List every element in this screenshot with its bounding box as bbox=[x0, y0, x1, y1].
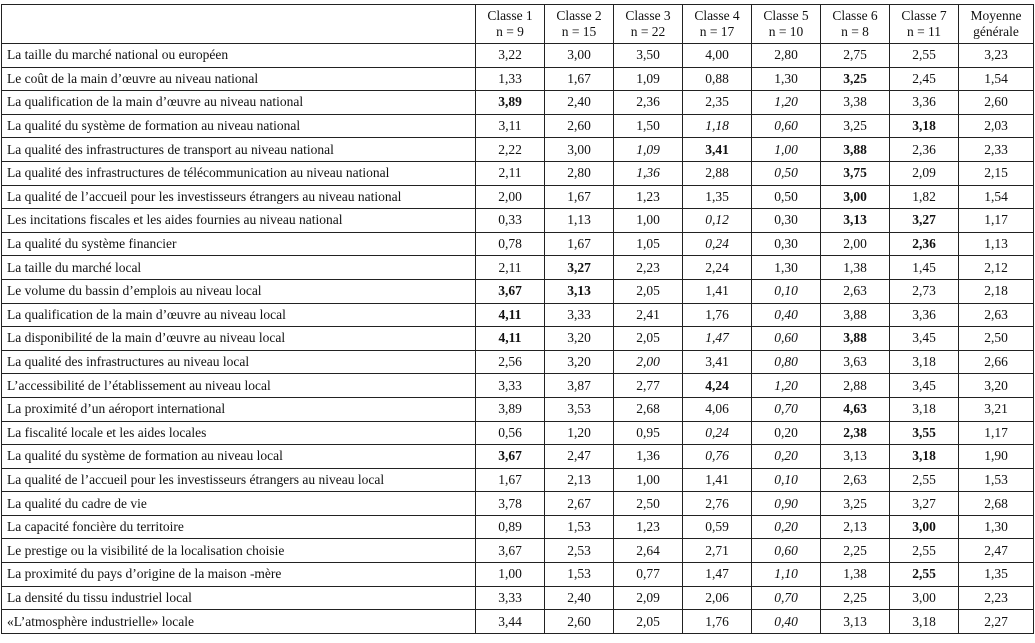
mean-value-cell: 2,15 bbox=[959, 161, 1034, 185]
class-value-cell: 1,20 bbox=[545, 421, 614, 445]
class-value-cell: 1,38 bbox=[821, 256, 890, 280]
class-value-cell: 3,89 bbox=[476, 91, 545, 115]
mean-value-cell: 1,54 bbox=[959, 67, 1034, 91]
class-value-cell: 3,20 bbox=[545, 327, 614, 351]
class-value-cell: 3,00 bbox=[821, 185, 890, 209]
class-value-cell: 3,13 bbox=[821, 610, 890, 634]
class-value-cell: 2,55 bbox=[890, 468, 959, 492]
header-cell-classe-3: Classe 3 n = 22 bbox=[614, 5, 683, 44]
table-row bbox=[2, 515, 1034, 539]
class-value-cell: 4,11 bbox=[476, 327, 545, 351]
class-value-cell: 3,00 bbox=[545, 44, 614, 68]
row-label: La taille du marché national ou européen bbox=[2, 44, 476, 68]
class-value-cell: 0,20 bbox=[752, 421, 821, 445]
mean-value-cell: 2,33 bbox=[959, 138, 1034, 162]
classes-mean-table bbox=[1, 4, 1034, 634]
class-value-cell: 0,50 bbox=[752, 161, 821, 185]
class-value-cell: 2,00 bbox=[614, 350, 683, 374]
class-value-cell: 1,36 bbox=[614, 445, 683, 469]
class-value-cell: 3,27 bbox=[545, 256, 614, 280]
class-value-cell: 0,40 bbox=[752, 610, 821, 634]
class-value-cell: 2,55 bbox=[890, 539, 959, 563]
row-label: La qualité du cadre de vie bbox=[2, 492, 476, 516]
row-label: La proximité du pays d’origine de la maison -mère bbox=[2, 563, 476, 587]
class-value-cell: 1,67 bbox=[545, 185, 614, 209]
class-value-cell: 3,41 bbox=[683, 350, 752, 374]
row-label: La proximité d’un aéroport international bbox=[2, 397, 476, 421]
class-value-cell: 2,67 bbox=[545, 492, 614, 516]
mean-value-cell: 2,50 bbox=[959, 327, 1034, 351]
class-value-cell: 3,63 bbox=[821, 350, 890, 374]
class-value-cell: 3,25 bbox=[821, 114, 890, 138]
class-value-cell: 0,60 bbox=[752, 327, 821, 351]
class-value-cell: 2,88 bbox=[821, 374, 890, 398]
class-value-cell: 2,60 bbox=[545, 114, 614, 138]
class-value-cell: 1,47 bbox=[683, 563, 752, 587]
row-label: La fiscalité locale et les aides locales bbox=[2, 421, 476, 445]
class-value-cell: 2,55 bbox=[890, 44, 959, 68]
row-label: La qualité des infrastructures de télécommunication au niveau national bbox=[2, 161, 476, 185]
class-value-cell: 3,00 bbox=[890, 515, 959, 539]
class-value-cell: 1,36 bbox=[614, 161, 683, 185]
class-value-cell: 3,67 bbox=[476, 539, 545, 563]
table-row bbox=[2, 185, 1034, 209]
header-cell-criterion bbox=[2, 5, 476, 44]
class-value-cell: 2,64 bbox=[614, 539, 683, 563]
class-value-cell: 3,18 bbox=[890, 350, 959, 374]
class-value-cell: 2,24 bbox=[683, 256, 752, 280]
row-label: La qualité du système financier bbox=[2, 232, 476, 256]
class-value-cell: 1,23 bbox=[614, 185, 683, 209]
row-label: La qualification de la main d’œuvre au niveau local bbox=[2, 303, 476, 327]
table-row bbox=[2, 256, 1034, 280]
class-value-cell: 1,67 bbox=[545, 232, 614, 256]
class-value-cell: 2,77 bbox=[614, 374, 683, 398]
class-value-cell: 3,88 bbox=[821, 303, 890, 327]
class-value-cell: 1,76 bbox=[683, 610, 752, 634]
table-row bbox=[2, 563, 1034, 587]
class-value-cell: 0,76 bbox=[683, 445, 752, 469]
class-value-cell: 2,09 bbox=[614, 586, 683, 610]
table-row bbox=[2, 303, 1034, 327]
table-row bbox=[2, 161, 1034, 185]
class-value-cell: 1,53 bbox=[545, 515, 614, 539]
class-value-cell: 2,23 bbox=[614, 256, 683, 280]
class-value-cell: 0,90 bbox=[752, 492, 821, 516]
class-value-cell: 0,24 bbox=[683, 232, 752, 256]
class-value-cell: 2,56 bbox=[476, 350, 545, 374]
class-value-cell: 3,33 bbox=[476, 374, 545, 398]
class-value-cell: 1,47 bbox=[683, 327, 752, 351]
mean-value-cell: 2,47 bbox=[959, 539, 1034, 563]
table-row bbox=[2, 67, 1034, 91]
class-value-cell: 0,40 bbox=[752, 303, 821, 327]
mean-value-cell: 2,63 bbox=[959, 303, 1034, 327]
mean-value-cell: 3,21 bbox=[959, 397, 1034, 421]
class-value-cell: 0,78 bbox=[476, 232, 545, 256]
class-value-cell: 2,36 bbox=[890, 232, 959, 256]
class-value-cell: 1,50 bbox=[614, 114, 683, 138]
class-value-cell: 3,13 bbox=[821, 445, 890, 469]
table-row bbox=[2, 610, 1034, 634]
class-value-cell: 4,06 bbox=[683, 397, 752, 421]
class-value-cell: 2,06 bbox=[683, 586, 752, 610]
class-value-cell: 1,20 bbox=[752, 374, 821, 398]
class-value-cell: 3,45 bbox=[890, 374, 959, 398]
mean-value-cell: 2,03 bbox=[959, 114, 1034, 138]
class-value-cell: 1,41 bbox=[683, 279, 752, 303]
class-value-cell: 1,76 bbox=[683, 303, 752, 327]
class-value-cell: 2,63 bbox=[821, 468, 890, 492]
mean-value-cell: 2,27 bbox=[959, 610, 1034, 634]
class-value-cell: 2,09 bbox=[890, 161, 959, 185]
table-row bbox=[2, 209, 1034, 233]
class-value-cell: 4,11 bbox=[476, 303, 545, 327]
class-value-cell: 0,30 bbox=[752, 209, 821, 233]
class-value-cell: 0,77 bbox=[614, 563, 683, 587]
table-row bbox=[2, 421, 1034, 445]
class-value-cell: 0,70 bbox=[752, 397, 821, 421]
class-value-cell: 1,67 bbox=[476, 468, 545, 492]
class-value-cell: 0,88 bbox=[683, 67, 752, 91]
class-value-cell: 3,88 bbox=[821, 327, 890, 351]
class-value-cell: 3,89 bbox=[476, 397, 545, 421]
class-value-cell: 2,80 bbox=[545, 161, 614, 185]
class-value-cell: 2,80 bbox=[752, 44, 821, 68]
class-value-cell: 0,95 bbox=[614, 421, 683, 445]
class-value-cell: 2,36 bbox=[614, 91, 683, 115]
class-value-cell: 0,80 bbox=[752, 350, 821, 374]
table-row bbox=[2, 350, 1034, 374]
header-cell-classe-7: Classe 7 n = 11 bbox=[890, 5, 959, 44]
class-value-cell: 3,27 bbox=[890, 492, 959, 516]
class-value-cell: 3,78 bbox=[476, 492, 545, 516]
class-value-cell: 0,10 bbox=[752, 279, 821, 303]
class-value-cell: 3,18 bbox=[890, 445, 959, 469]
class-value-cell: 3,18 bbox=[890, 397, 959, 421]
header-cell-classe-4: Classe 4 n = 17 bbox=[683, 5, 752, 44]
table-row bbox=[2, 397, 1034, 421]
class-value-cell: 2,45 bbox=[890, 67, 959, 91]
class-value-cell: 3,18 bbox=[890, 610, 959, 634]
header-cell-moyenne: Moyenne générale bbox=[959, 5, 1034, 44]
class-value-cell: 0,89 bbox=[476, 515, 545, 539]
class-value-cell: 0,30 bbox=[752, 232, 821, 256]
class-value-cell: 3,13 bbox=[545, 279, 614, 303]
mean-value-cell: 1,17 bbox=[959, 209, 1034, 233]
class-value-cell: 1,05 bbox=[614, 232, 683, 256]
class-value-cell: 3,27 bbox=[890, 209, 959, 233]
class-value-cell: 1,10 bbox=[752, 563, 821, 587]
class-value-cell: 3,45 bbox=[890, 327, 959, 351]
class-value-cell: 3,36 bbox=[890, 91, 959, 115]
class-value-cell: 3,13 bbox=[821, 209, 890, 233]
class-value-cell: 3,55 bbox=[890, 421, 959, 445]
row-label: La taille du marché local bbox=[2, 256, 476, 280]
header-cell-classe-1: Classe 1 n = 9 bbox=[476, 5, 545, 44]
class-value-cell: 3,67 bbox=[476, 279, 545, 303]
table-row bbox=[2, 586, 1034, 610]
class-value-cell: 1,00 bbox=[614, 468, 683, 492]
class-value-cell: 4,24 bbox=[683, 374, 752, 398]
class-value-cell: 2,53 bbox=[545, 539, 614, 563]
row-label: La qualité du système de formation au niveau local bbox=[2, 445, 476, 469]
mean-value-cell: 1,35 bbox=[959, 563, 1034, 587]
class-value-cell: 3,00 bbox=[545, 138, 614, 162]
class-value-cell: 1,30 bbox=[752, 256, 821, 280]
class-value-cell: 3,38 bbox=[821, 91, 890, 115]
class-value-cell: 2,41 bbox=[614, 303, 683, 327]
class-value-cell: 3,87 bbox=[545, 374, 614, 398]
class-value-cell: 2,13 bbox=[821, 515, 890, 539]
header-cell-classe-6: Classe 6 n = 8 bbox=[821, 5, 890, 44]
class-value-cell: 3,00 bbox=[890, 586, 959, 610]
row-label: La qualification de la main d’œuvre au niveau national bbox=[2, 91, 476, 115]
row-label: L’accessibilité de l’établissement au niveau local bbox=[2, 374, 476, 398]
class-value-cell: 4,63 bbox=[821, 397, 890, 421]
class-value-cell: 1,38 bbox=[821, 563, 890, 587]
row-label: Les incitations fiscales et les aides fournies au niveau national bbox=[2, 209, 476, 233]
row-label: La qualité de l’accueil pour les investisseurs étrangers au niveau local bbox=[2, 468, 476, 492]
table-row bbox=[2, 492, 1034, 516]
class-value-cell: 3,11 bbox=[476, 114, 545, 138]
class-value-cell: 1,20 bbox=[752, 91, 821, 115]
class-value-cell: 2,25 bbox=[821, 586, 890, 610]
class-value-cell: 2,00 bbox=[821, 232, 890, 256]
class-value-cell: 2,00 bbox=[476, 185, 545, 209]
class-value-cell: 2,05 bbox=[614, 279, 683, 303]
class-value-cell: 0,60 bbox=[752, 539, 821, 563]
table-row bbox=[2, 114, 1034, 138]
table-row bbox=[2, 468, 1034, 492]
class-value-cell: 3,25 bbox=[821, 492, 890, 516]
mean-value-cell: 2,66 bbox=[959, 350, 1034, 374]
class-value-cell: 3,53 bbox=[545, 397, 614, 421]
class-value-cell: 3,44 bbox=[476, 610, 545, 634]
class-value-cell: 2,68 bbox=[614, 397, 683, 421]
mean-value-cell: 3,23 bbox=[959, 44, 1034, 68]
class-value-cell: 0,12 bbox=[683, 209, 752, 233]
class-value-cell: 0,59 bbox=[683, 515, 752, 539]
class-value-cell: 2,71 bbox=[683, 539, 752, 563]
mean-value-cell: 3,20 bbox=[959, 374, 1034, 398]
class-value-cell: 0,50 bbox=[752, 185, 821, 209]
mean-value-cell: 1,53 bbox=[959, 468, 1034, 492]
table-row bbox=[2, 44, 1034, 68]
class-value-cell: 1,00 bbox=[476, 563, 545, 587]
class-value-cell: 1,13 bbox=[545, 209, 614, 233]
class-value-cell: 1,33 bbox=[476, 67, 545, 91]
class-value-cell: 2,76 bbox=[683, 492, 752, 516]
table-row bbox=[2, 374, 1034, 398]
table-row bbox=[2, 445, 1034, 469]
class-value-cell: 2,60 bbox=[545, 610, 614, 634]
class-value-cell: 2,75 bbox=[821, 44, 890, 68]
table-row bbox=[2, 138, 1034, 162]
row-label: Le coût de la main d’œuvre au niveau national bbox=[2, 67, 476, 91]
row-label: La qualité du système de formation au niveau national bbox=[2, 114, 476, 138]
table-body bbox=[2, 44, 1034, 634]
mean-value-cell: 2,18 bbox=[959, 279, 1034, 303]
mean-value-cell: 1,90 bbox=[959, 445, 1034, 469]
row-label: Le prestige ou la visibilité de la localisation choisie bbox=[2, 539, 476, 563]
class-value-cell: 2,13 bbox=[545, 468, 614, 492]
class-value-cell: 1,53 bbox=[545, 563, 614, 587]
mean-value-cell: 2,68 bbox=[959, 492, 1034, 516]
class-value-cell: 1,09 bbox=[614, 67, 683, 91]
class-value-cell: 3,50 bbox=[614, 44, 683, 68]
mean-value-cell: 1,30 bbox=[959, 515, 1034, 539]
row-label: La disponibilité de la main d’œuvre au niveau local bbox=[2, 327, 476, 351]
class-value-cell: 3,22 bbox=[476, 44, 545, 68]
class-value-cell: 0,56 bbox=[476, 421, 545, 445]
mean-value-cell: 2,23 bbox=[959, 586, 1034, 610]
header-row bbox=[2, 5, 1034, 44]
class-value-cell: 1,23 bbox=[614, 515, 683, 539]
class-value-cell: 0,33 bbox=[476, 209, 545, 233]
class-value-cell: 3,25 bbox=[821, 67, 890, 91]
class-value-cell: 2,40 bbox=[545, 586, 614, 610]
row-label: Le volume du bassin d’emplois au niveau local bbox=[2, 279, 476, 303]
class-value-cell: 1,00 bbox=[752, 138, 821, 162]
class-value-cell: 3,88 bbox=[821, 138, 890, 162]
row-label: La qualité de l’accueil pour les investisseurs étrangers au niveau national bbox=[2, 185, 476, 209]
class-value-cell: 2,55 bbox=[890, 563, 959, 587]
class-value-cell: 2,63 bbox=[821, 279, 890, 303]
row-label: La qualité des infrastructures au niveau local bbox=[2, 350, 476, 374]
row-label: La capacité foncière du territoire bbox=[2, 515, 476, 539]
class-value-cell: 2,25 bbox=[821, 539, 890, 563]
row-label: La densité du tissu industriel local bbox=[2, 586, 476, 610]
mean-value-cell: 1,13 bbox=[959, 232, 1034, 256]
class-value-cell: 1,30 bbox=[752, 67, 821, 91]
class-value-cell: 0,20 bbox=[752, 445, 821, 469]
class-value-cell: 0,24 bbox=[683, 421, 752, 445]
class-value-cell: 1,45 bbox=[890, 256, 959, 280]
table-row bbox=[2, 232, 1034, 256]
class-value-cell: 0,60 bbox=[752, 114, 821, 138]
class-value-cell: 3,67 bbox=[476, 445, 545, 469]
table-row bbox=[2, 91, 1034, 115]
class-value-cell: 3,20 bbox=[545, 350, 614, 374]
table-header bbox=[2, 5, 1034, 44]
class-value-cell: 0,10 bbox=[752, 468, 821, 492]
class-value-cell: 2,22 bbox=[476, 138, 545, 162]
table-row bbox=[2, 327, 1034, 351]
class-value-cell: 2,47 bbox=[545, 445, 614, 469]
mean-value-cell: 2,60 bbox=[959, 91, 1034, 115]
class-value-cell: 2,50 bbox=[614, 492, 683, 516]
class-value-cell: 3,33 bbox=[476, 586, 545, 610]
class-value-cell: 3,33 bbox=[545, 303, 614, 327]
class-value-cell: 1,00 bbox=[614, 209, 683, 233]
class-value-cell: 1,41 bbox=[683, 468, 752, 492]
class-value-cell: 2,05 bbox=[614, 327, 683, 351]
class-value-cell: 2,11 bbox=[476, 161, 545, 185]
class-value-cell: 2,40 bbox=[545, 91, 614, 115]
table-row bbox=[2, 539, 1034, 563]
class-value-cell: 2,35 bbox=[683, 91, 752, 115]
class-value-cell: 3,75 bbox=[821, 161, 890, 185]
header-cell-classe-2: Classe 2 n = 15 bbox=[545, 5, 614, 44]
class-value-cell: 3,18 bbox=[890, 114, 959, 138]
mean-value-cell: 1,54 bbox=[959, 185, 1034, 209]
class-value-cell: 3,36 bbox=[890, 303, 959, 327]
class-value-cell: 2,88 bbox=[683, 161, 752, 185]
class-value-cell: 1,09 bbox=[614, 138, 683, 162]
class-value-cell: 2,73 bbox=[890, 279, 959, 303]
class-value-cell: 1,67 bbox=[545, 67, 614, 91]
row-label: «L’atmosphère industrielle» locale bbox=[2, 610, 476, 634]
class-value-cell: 1,18 bbox=[683, 114, 752, 138]
class-value-cell: 4,00 bbox=[683, 44, 752, 68]
row-label: La qualité des infrastructures de transport au niveau national bbox=[2, 138, 476, 162]
mean-value-cell: 2,12 bbox=[959, 256, 1034, 280]
class-value-cell: 2,36 bbox=[890, 138, 959, 162]
class-value-cell: 1,35 bbox=[683, 185, 752, 209]
mean-value-cell: 1,17 bbox=[959, 421, 1034, 445]
table-row bbox=[2, 279, 1034, 303]
class-value-cell: 2,05 bbox=[614, 610, 683, 634]
class-value-cell: 1,82 bbox=[890, 185, 959, 209]
class-value-cell: 2,11 bbox=[476, 256, 545, 280]
class-value-cell: 0,20 bbox=[752, 515, 821, 539]
header-cell-classe-5: Classe 5 n = 10 bbox=[752, 5, 821, 44]
class-value-cell: 0,70 bbox=[752, 586, 821, 610]
class-value-cell: 3,41 bbox=[683, 138, 752, 162]
class-value-cell: 2,38 bbox=[821, 421, 890, 445]
